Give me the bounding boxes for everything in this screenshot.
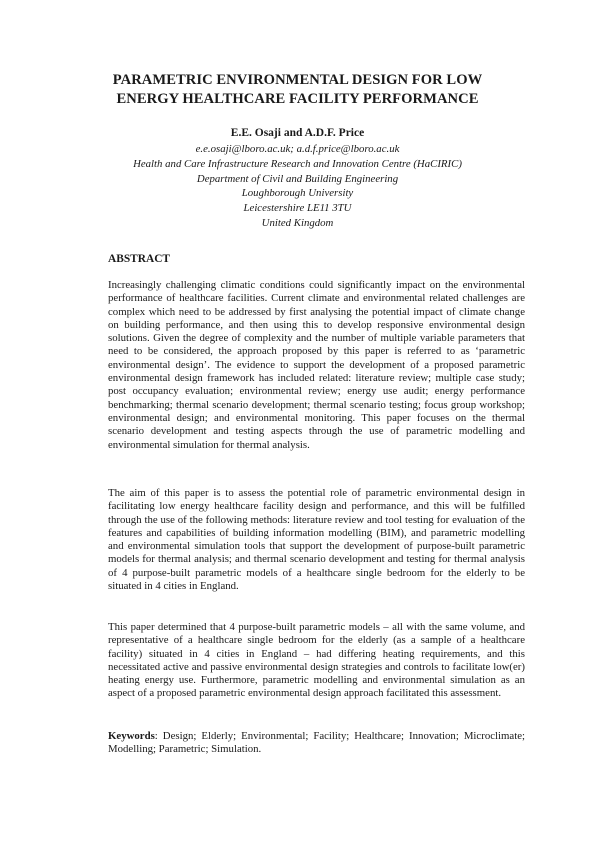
keywords-label: Keywords bbox=[108, 730, 155, 742]
author-block bbox=[60, 126, 535, 231]
abstract-heading: ABSTRACT bbox=[108, 253, 171, 265]
title-line-2: ENERGY HEALTHCARE FACILITY PERFORMANCE bbox=[116, 91, 479, 107]
abstract-paragraph-1: Increasingly challenging climatic conditions could significantly impact on the environmental performance of healthcare facilities. Current climate and environmental related challenges are complex which need to be addressed by first analysing the potential impact of climate change on building performance, and then using this to develop responsive environmental design solutions. Given the degree of complexity and the number of multiple variable parameters that need to be considered, the approach proposed by this paper is referred to as ‘parametric environmental design’. The evidence to support the development of a proposed parametric environmental design framework has included related: literature review; multiple case study; post occupancy evaluation; environmental review; energy use audit; energy performance benchmarking; thermal scenario development; thermal scenario testing; focus group workshop; environmental design; and environmental monitoring. This paper focuses on the thermal scenario development and testing aspects through the use of parametric modelling and environmental simulation for thermal analysis. bbox=[108, 279, 525, 451]
author-emails: e.e.osaji@lboro.ac.uk; a.d.f.price@lboro.ac.uk bbox=[195, 143, 400, 155]
affiliation-address: Leicestershire LE11 3TU bbox=[243, 202, 352, 215]
author-names: E.E. Osaji and A.D.F. Price bbox=[230, 127, 365, 139]
affiliation-university: Loughborough University bbox=[241, 187, 354, 200]
affiliation-country: United Kingdom bbox=[261, 216, 334, 229]
abstract-paragraph-2: The aim of this paper is to assess the potential role of parametric environmental design in facilitating low energy healthcare facility design and performance, and this will be fulfilled through the use of the following methods: literature review and tool testing for evaluation of the features and capabilities of building information modelling (BIM), and parametric modelling and environmental simulation tools that support the development of purpose-built parametric models for thermal analysis; and thermal scenario development and testing for thermal analysis of 4 purpose-built parametric models of a healthcare single bedroom for the elderly to be situated in 4 cities in England. bbox=[108, 487, 525, 593]
keywords-list: : Design; Elderly; Environmental; Facility; Healthcare; Innovation; Microclimate; Modelling; Parametric; Simulation. bbox=[108, 730, 525, 756]
affiliation-centre: Health and Care Infrastructure Research and Innovation Centre (HaCIRIC) bbox=[133, 157, 462, 170]
paper-title bbox=[60, 71, 535, 109]
keywords-paragraph bbox=[108, 730, 525, 757]
affiliation-department: Department of Civil and Building Engineering bbox=[196, 172, 399, 185]
title-line-1: PARAMETRIC ENVIRONMENTAL DESIGN FOR LOW bbox=[112, 72, 483, 88]
abstract-paragraph-3: This paper determined that 4 purpose-built parametric models – all with the same volume, and representative of a healthcare single bedroom for the elderly (as a sample of a healthcare facility) situated in 4 cities in England – had differing heating requirements, and this necessitated active and passive environmental design strategies and controls to facilitate low(er) heating energy use. Furthermore, parametric modelling and environmental simulation as an aspect of a proposed parametric environmental design approach facilitated this assessment. bbox=[108, 621, 525, 700]
